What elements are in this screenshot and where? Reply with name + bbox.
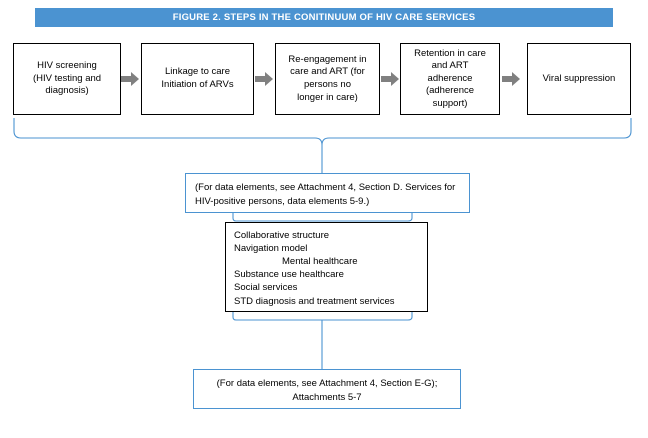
step-line: longer in care) — [297, 91, 358, 103]
step-line: Re-engagement in — [288, 53, 367, 65]
callout-line: (For data elements, see Attachment 4, Section E-G); — [216, 378, 438, 389]
step-line: Viral suppression — [542, 72, 616, 84]
step-line: adherence — [427, 72, 473, 84]
arrow-right-icon — [502, 72, 520, 86]
service-item: Collaborative structure — [234, 230, 330, 241]
callout-data-elements-top — [185, 173, 470, 213]
callout-line: HIV-positive persons, data elements 5-9.) — [195, 195, 370, 207]
step-line: support) — [432, 97, 468, 109]
step-box-retention-in-care — [400, 43, 500, 115]
step-box-viral-suppression — [527, 43, 631, 115]
step-line: care and ART (for — [290, 66, 365, 78]
step-box-linkage-to-care — [141, 43, 254, 115]
callout-line: Attachments 5-7 — [292, 391, 362, 403]
step-line: persons no — [303, 79, 351, 90]
step-line: Retention in care — [414, 47, 486, 59]
arrow-right-icon — [255, 72, 273, 86]
service-item: Social services — [234, 282, 298, 294]
callout-data-elements-bottom — [193, 369, 461, 409]
service-item: Mental healthcare — [282, 256, 358, 268]
figure-title-banner: FIGURE 2. STEPS IN THE CONITINUUM OF HIV CARE SERVICES — [35, 8, 613, 27]
step-box-re-engagement — [275, 43, 380, 115]
step-line: HIV screening — [37, 60, 97, 72]
arrow-right-icon — [381, 72, 399, 86]
services-list-box — [225, 222, 428, 312]
arrow-right-icon — [121, 72, 139, 86]
step-line: Initiation of ARVs — [161, 79, 234, 90]
step-line: (HIV testing and — [32, 72, 102, 84]
service-item: Substance use healthcare — [234, 269, 344, 281]
step-line: and ART — [431, 60, 469, 72]
step-line: Linkage to care — [165, 66, 230, 78]
service-item: Navigation model — [234, 243, 308, 255]
step-box-hiv-screening — [13, 43, 121, 115]
service-item: STD diagnosis and treatment services — [234, 295, 395, 307]
step-line: diagnosis) — [45, 85, 89, 97]
step-line: (adherence — [425, 85, 475, 97]
callout-line: (For data elements, see Attachment 4, Section D. Services for — [195, 182, 456, 193]
